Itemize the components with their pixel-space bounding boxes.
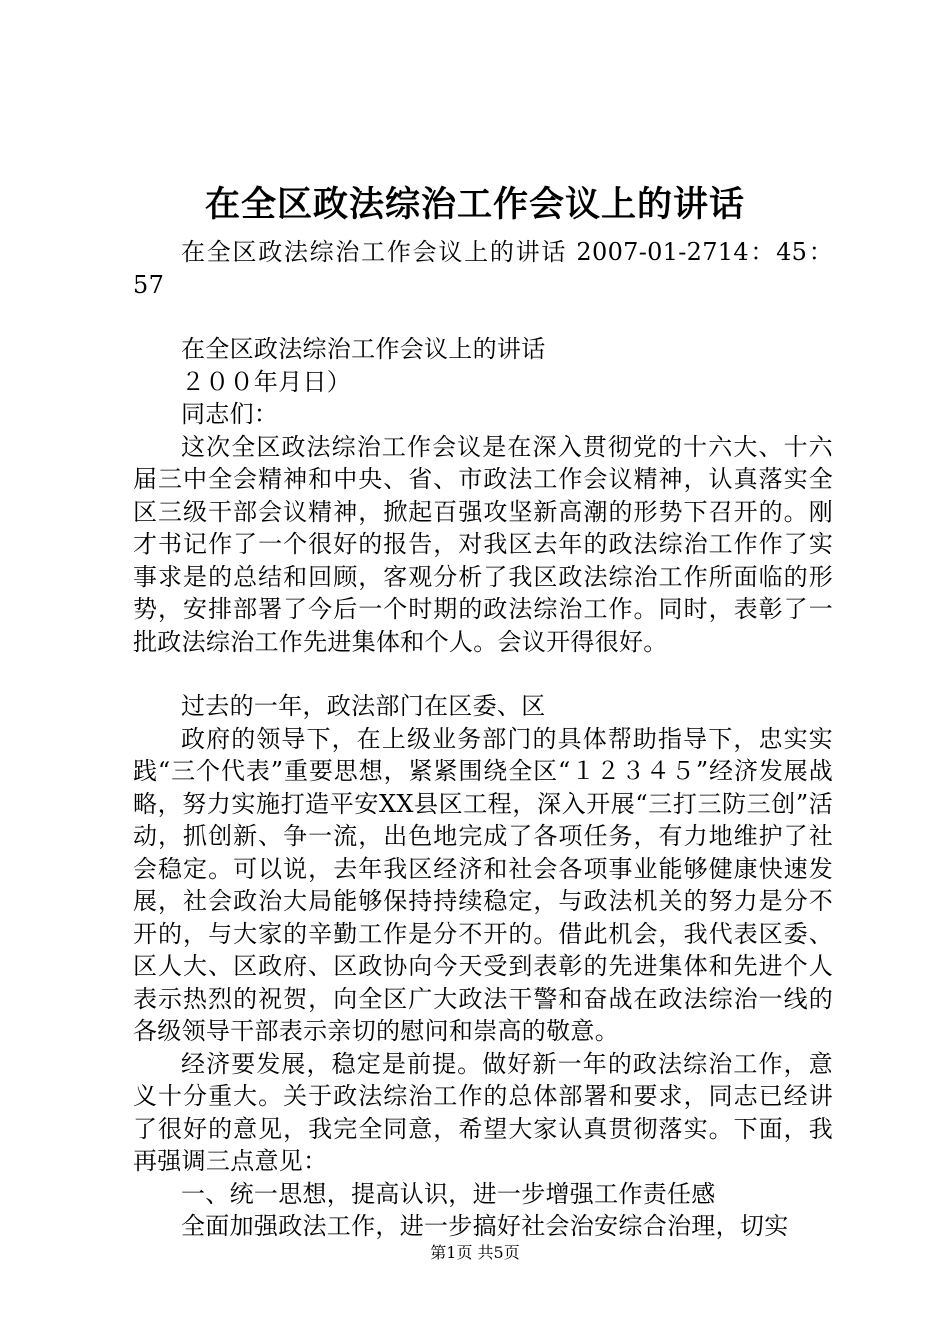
spacer xyxy=(133,658,833,690)
paragraph-2: 过去的一年，政法部门在区委、区 xyxy=(181,692,546,720)
date-line: ２００年月日） xyxy=(181,367,352,396)
document-body xyxy=(133,236,833,1243)
paragraph-1: 这次全区政法综治工作会议是在深入贯彻党的十六大、十六届三中全会精神和中央、省、市政法工作会议精神，认真落实全区三级干部会议精神，掀起百强攻坚新高潮的形势下召开的。刚才书记作了一个很好的报告，对我区去年的政法综治工作作了实事求是的总结和回顾，客观分析了我区政法综治工作所面临的形势，安排部署了今后一个时期的政法综治工作。同时，表彰了一批政法综治工作先进集体和个人。会议开得很好。 xyxy=(133,432,833,656)
page-footer: 第1页 共5页 xyxy=(430,1243,520,1262)
section-heading-1: 一、统一思想，提高认识，进一步增强工作责任感 xyxy=(181,1179,716,1208)
spacer xyxy=(133,301,833,333)
paragraph-4: 经济要发展，稳定是前提。做好新一年的政法综治工作，意义十分重大。关于政法综治工作的总体部署和要求，同志已经讲了很好的意见，我完全同意，希望大家认真贯彻落实。下面，我再强调三点意见： xyxy=(133,1049,833,1175)
paragraph-5: 全面加强政法工作，进一步搞好社会治安综合治理，切实 xyxy=(181,1212,789,1240)
document-title: 在全区政法综治工作会议上的讲话 xyxy=(204,184,745,225)
subtitle-line: 在全区政法综治工作会议上的讲话 2007-01-2714：45：57 xyxy=(133,238,833,299)
repeat-title: 在全区政法综治工作会议上的讲话 xyxy=(181,335,546,363)
paragraph-3: 政府的领导下，在上级业务部门的具体帮助指导下，忠实实践“三个代表”重要思想，紧紧围绕全区“１２３４５”经济发展战略，努力实施打造平安XX县区工程，深入开展“三打三防三创”活动，抓创新、争一流，出色地完成了各项任务，有力地维护了社会稳定。可以说，去年我区经济和社会各项事业能够健康快速发展，社会政治大局能够保持持续稳定，与政法机关的努力是分不开的，与大家的辛勤工作是分不开的。借此机会，我代表区委、区人大、区政府、区政协向今天受到表彰的先进集体和先进个人表示热烈的祝贺，向全区广大政法干警和奋战在政法综治一线的各级领导干部表示亲切的慰问和崇高的敬意。 xyxy=(133,724,833,1045)
salutation: 同志们： xyxy=(181,400,279,428)
